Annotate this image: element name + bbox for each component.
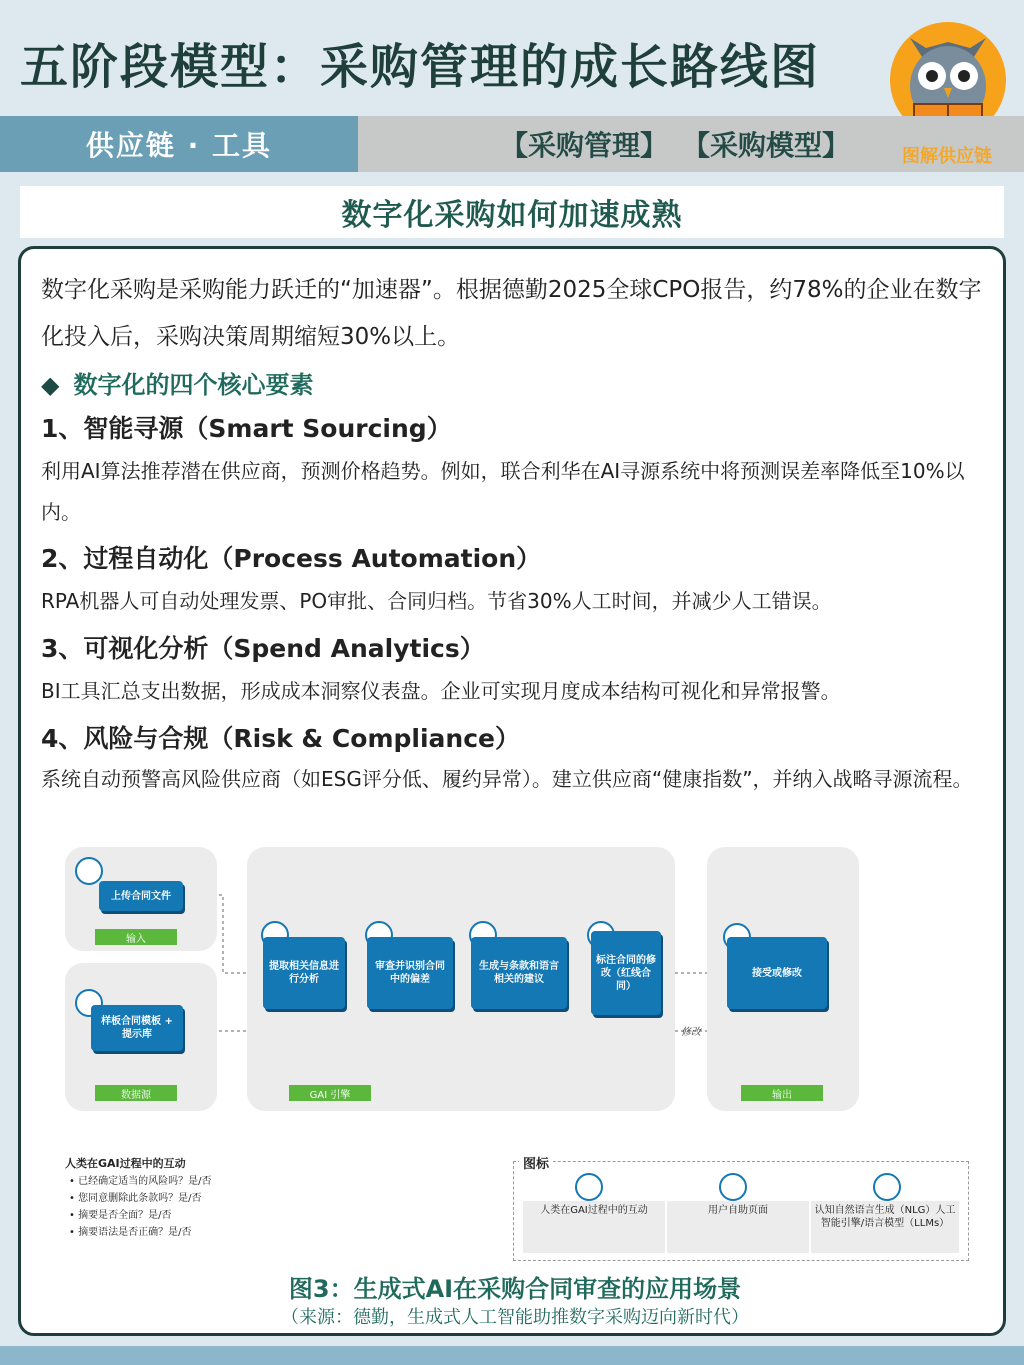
legend-human: 人类在GAI过程中的互动: [523, 1201, 665, 1253]
legend-title: 图标: [519, 1153, 553, 1172]
list-item: • 您同意删除此条款吗？是/否: [69, 1190, 211, 1207]
page-title: 五阶段模型：采购管理的成长路线图: [20, 39, 821, 95]
nlg-robot-icon: [873, 1173, 901, 1201]
self-service-page-icon: [719, 1173, 747, 1201]
bottom-band: [0, 1346, 1024, 1365]
input-tag: 输入: [95, 929, 177, 945]
step-extract: 提取相关信息进行分析: [263, 937, 345, 1009]
figure-source: （来源：德勤，生成式人工智能助推数字采购迈向新时代）: [281, 1307, 749, 1328]
step-redline: 标注合同的修改（红线合同）: [591, 931, 661, 1015]
tag-procurement-management: 【采购管理】: [500, 129, 669, 162]
template-node: 样板合同模板 + 提示库: [91, 1005, 183, 1051]
edit-label: 修改: [681, 1027, 701, 1038]
legend-self-service: 用户自助页面: [667, 1201, 809, 1253]
list-item: • 摘要语法是否正确？是/否: [69, 1224, 211, 1241]
human-interaction-icon: [75, 857, 103, 885]
item-text: 利用AI算法推荐潜在供应商，预测价格趋势。例如，联合利华在AI寻源系统中将预测误差率降低至10%以内。: [41, 459, 965, 524]
figure-caption: 图3：生成式AI在采购合同审查的应用场景: [288, 1275, 742, 1303]
item-text: 系统自动预警高风险供应商（如ESG评分低、履约异常）。建立供应商“健康指数”，并纳入战略寻源流程。: [41, 767, 973, 791]
step-suggest: 生成与条款和语言相关的建议: [471, 937, 567, 1009]
item-text: RPA机器人可自动处理发票、PO审批、合同归档。节省30%人工时间，并减少人工错误。: [41, 589, 832, 613]
section-title: ◆ 数字化的四个核心要素: [41, 371, 314, 399]
item-heading: 3、可视化分析（Spend Analytics）: [41, 634, 485, 663]
tag-list: [500, 116, 850, 172]
process-diagram: [21, 847, 1009, 1277]
item-heading: 1、智能寻源（Smart Sourcing）: [41, 414, 452, 443]
list-item: • 已经确定适当的风险吗？是/否: [69, 1173, 211, 1190]
human-interaction-icon: [575, 1173, 603, 1201]
upload-contract-node: 上传合同文件: [99, 881, 183, 911]
content-card: [18, 246, 1006, 1336]
step-review: 审查并识别合同中的偏差: [367, 937, 453, 1009]
accept-or-edit-node: 接受或修改: [727, 937, 827, 1009]
list-item: • 摘要是否全面？是/否: [69, 1207, 211, 1224]
item-heading: 4、风险与合规（Risk & Compliance）: [41, 724, 520, 753]
item-text: BI工具汇总支出数据，形成成本洞察仪表盘。企业可实现月度成本结构可视化和异常报警。: [41, 679, 841, 703]
intro-paragraph: 数字化采购是采购能力跃迁的“加速器”。根据德勤2025全球CPO报告，约78%的企业在数字化投入后，采购决策周期缩短30%以上。: [41, 277, 982, 350]
brand-name: 图解供应链: [902, 146, 992, 167]
engine-tag: GAI 引擎: [289, 1085, 371, 1101]
legend-nlg: 认知自然语言生成（NLG）人工智能引擎/语言模型（LLMs）: [811, 1201, 959, 1253]
interaction-list: [69, 1173, 211, 1241]
diamond-icon: ◆: [41, 371, 60, 399]
item-heading: 2、过程自动化（Process Automation）: [41, 544, 542, 573]
subtitle: 数字化采购如何加速成熟: [20, 186, 1004, 238]
category-label: 供应链 · 工具: [0, 116, 358, 172]
interaction-title: 人类在GAI过程中的互动: [65, 1157, 186, 1170]
output-tag: 输出: [741, 1085, 823, 1101]
tag-procurement-model: 【采购模型】: [682, 129, 851, 162]
datasource-tag: 数据源: [95, 1085, 177, 1101]
